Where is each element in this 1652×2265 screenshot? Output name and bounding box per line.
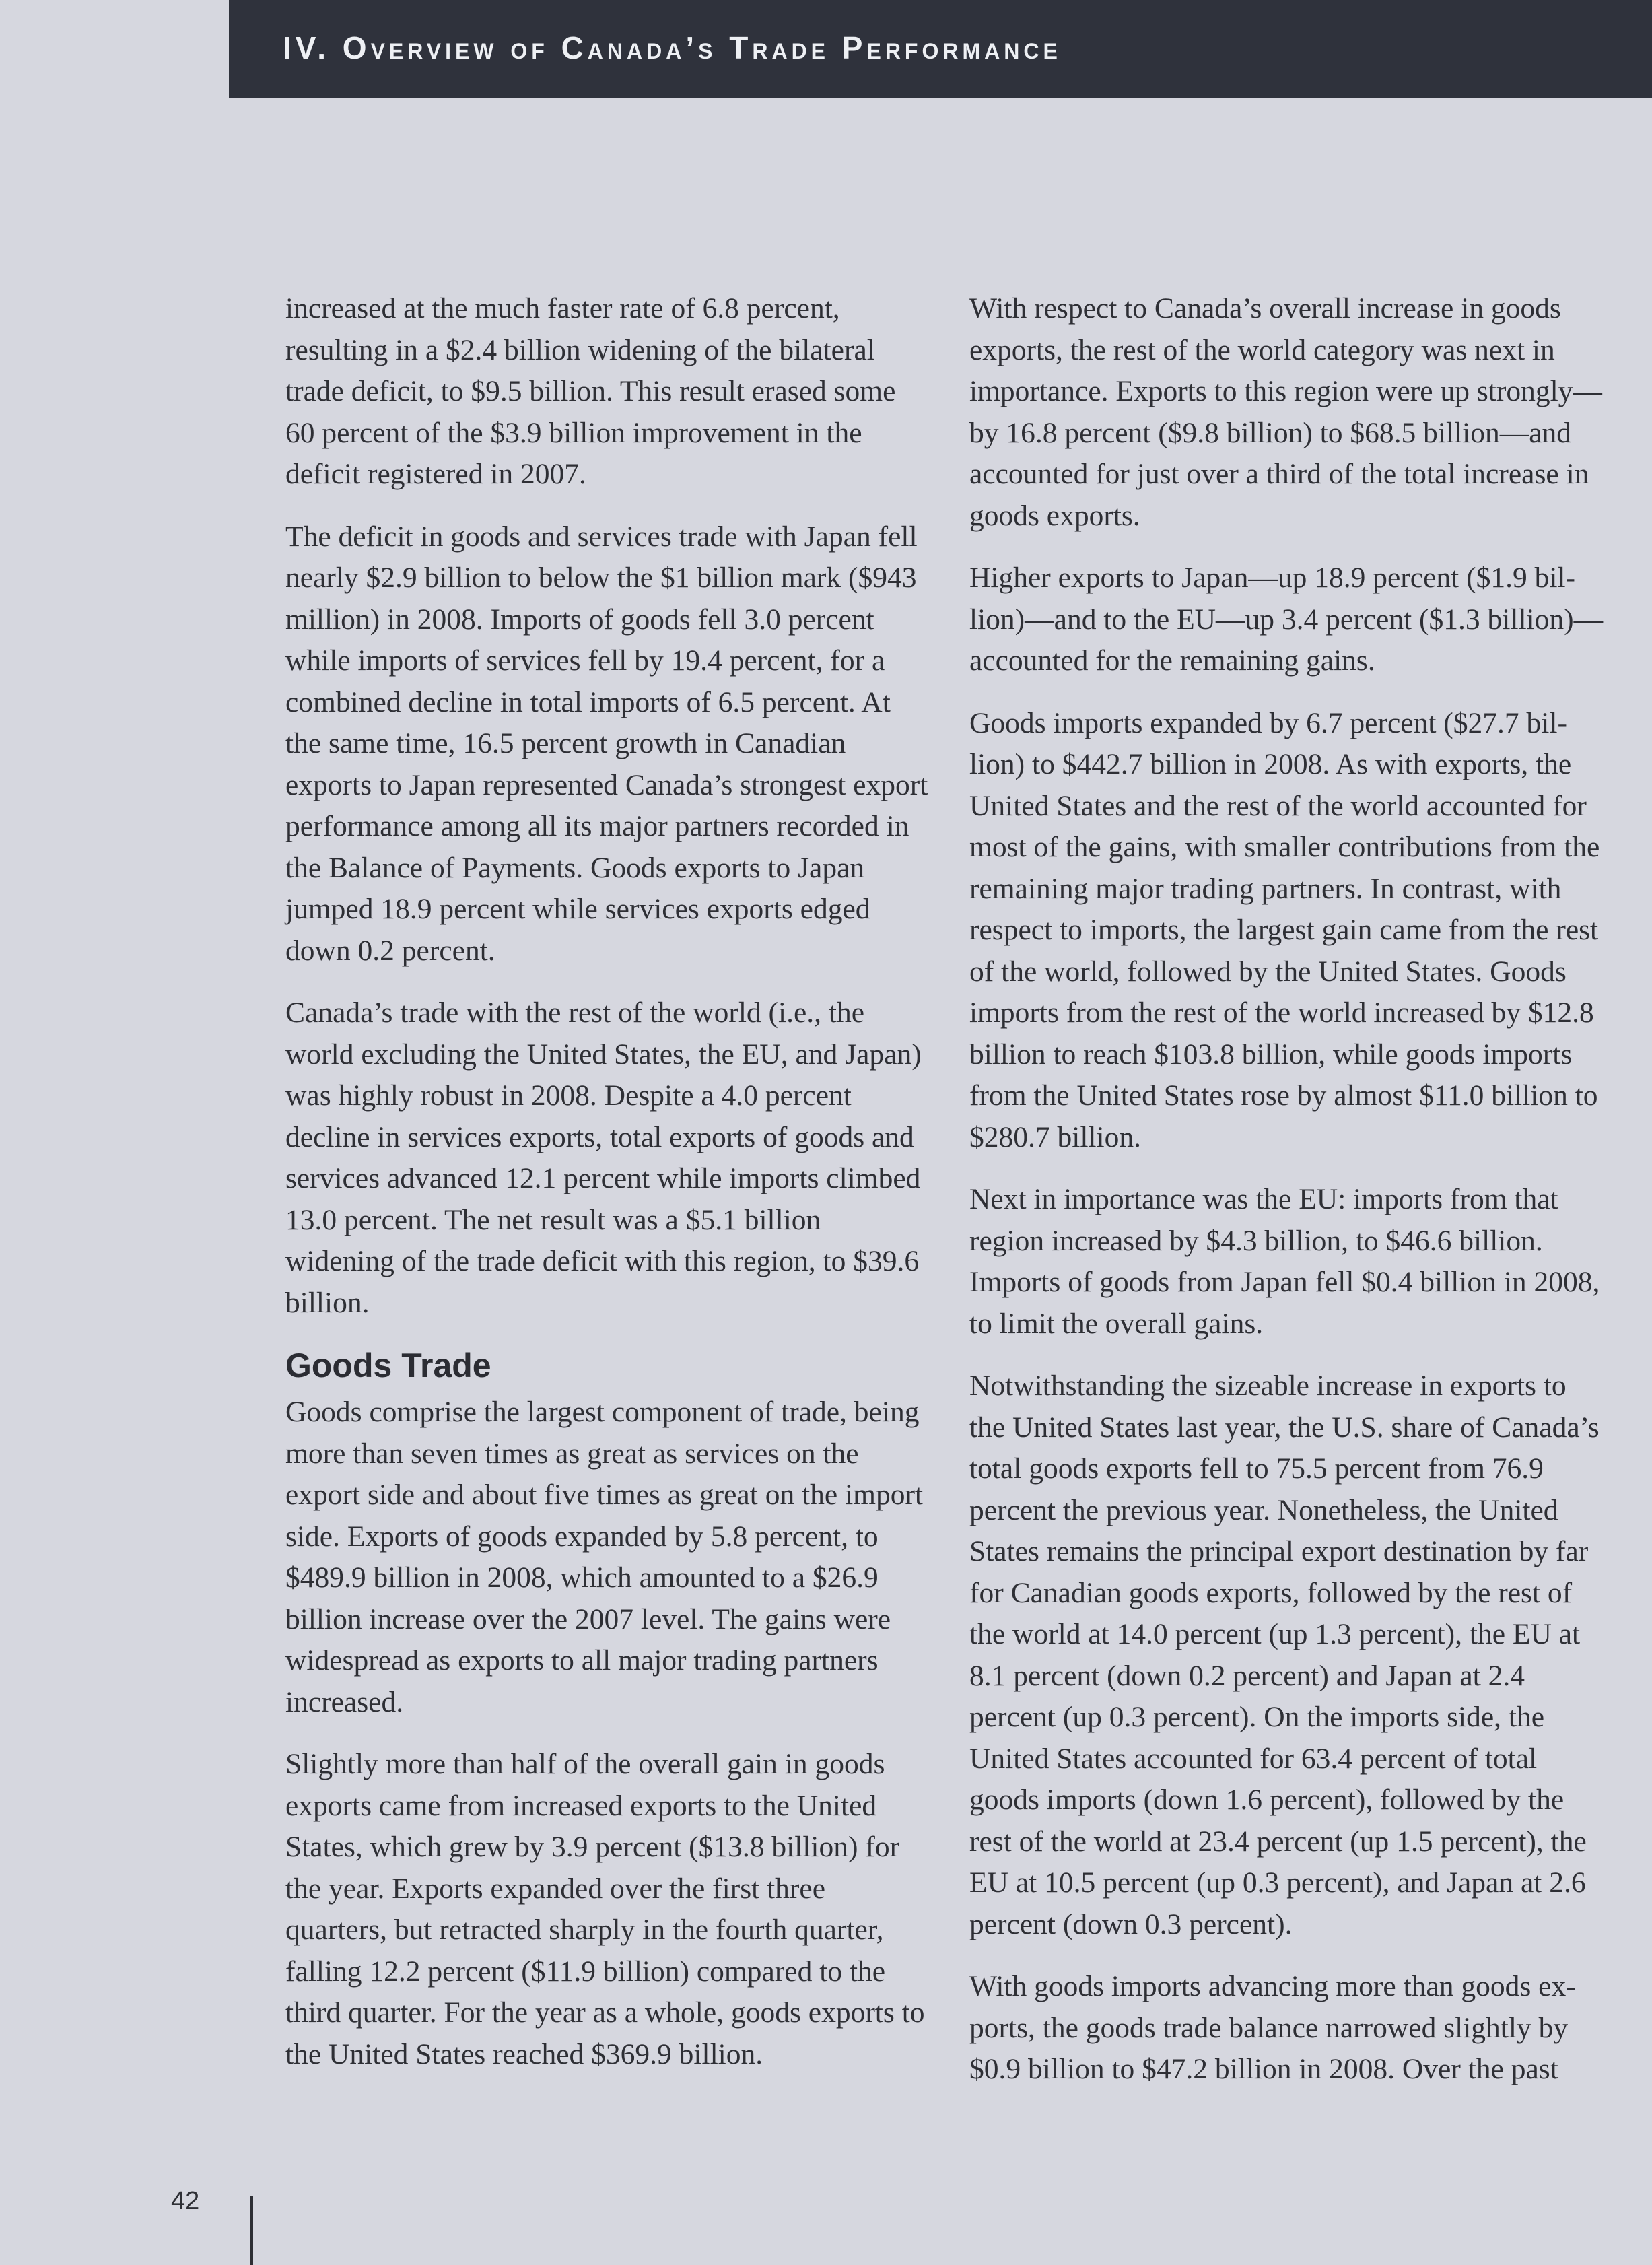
paragraph: With respect to Canada’s overall increase in goods exports, the rest of the world category was next in importance. Exports to this region were up strongly—by 16.8 percent ($9.8 billion) to $68.5 billion—and accounted for just over a third of the total increase in goods exports. — [969, 292, 1602, 532]
paragraph: Higher exports to Japan—up 18.9 percent ($1.9 billion)—and to the EU—up 3.4 percent ($1.3 billion)—accounted for the remaining gains. — [969, 562, 1604, 677]
page-number-divider — [250, 2196, 253, 2265]
paragraph: With goods imports advancing more than goods exports, the goods trade balance narrowed slightly by $0.9 billion to $47.2 billion in 2008. Over the past — [969, 1970, 1576, 2085]
paragraph: The deficit in goods and services trade with Japan fell nearly $2.9 billion to below the $1 billion mark ($943 million) in 2008. Imports of goods fell 3.0 percent while imports of services fell by 19.4 percent, for a combined decline in total imports of 6.5 percent. At the same time, 16.5 percent growth in Canadian exports to Japan represented Canada’s strongest export performance among all its major partners recorded in the Balance of Payments. Goods exports to Japan jumped 18.9 percent while services exports edged down 0.2 percent. — [285, 520, 928, 967]
left-column — [285, 288, 930, 2096]
section-heading-goods-trade: Goods Trade — [285, 1347, 491, 1384]
paragraph: Notwithstanding the sizeable increase in exports to the United States last year, the U.S. share of Canada’s total goods exports fell to 75.5 percent from 76.9 percent the previous year. Nonetheless, the United States remains the principal export destination by far for Canadian goods exports, followed by the rest of the world at 14.0 percent (up 1.3 percent), the EU at 8.1 percent (down 0.2 percent) and Japan at 2.4 percent (up 0.3 percent). On the imports side, the United States accounted for 63.4 percent of total goods imports (down 1.6 percent), followed by the rest of the world at 23.4 percent (up 1.5 percent), the EU at 10.5 percent (up 0.3 percent), and Japan at 2.6 percent (down 0.3 percent). — [969, 1370, 1599, 1940]
paragraph: Canada’s trade with the rest of the world (i.e., the world excluding the United States, the EU, and Japan) was highly robust in 2008. Despite a 4.0 percent decline in services exports, total exports of goods and services advanced 12.1 percent while imports climbed 13.0 percent. The net result was a $5.1 billion widening of the trade deficit with this region, to $39.6 billion. — [285, 996, 922, 1319]
paragraph: Goods comprise the largest component of trade, being more than seven times as great as services on the export side and about five times as great on the import side. Exports of goods expanded by 5.8 percent, to $489.9 billion in 2008, which amounted to a $26.9 billion increase over the 2007 level. The gains were widespread as exports to all major trading partners increased. — [285, 1396, 924, 1718]
paragraph: Goods imports expanded by 6.7 percent ($27.7 billion) to $442.7 billion in 2008. As with exports, the United States and the rest of the world accounted for most of the gains, with smaller contributions from the remaining major trading partners. In contrast, with respect to imports, the largest gain came from the rest of the world, followed by the United States. Goods imports from the rest of the world increased by $12.8 billion to reach $103.8 billion, while goods imports from the United States rose by almost $11.0 billion to $280.7 billion. — [969, 706, 1600, 1153]
page-number: 42 — [171, 2187, 200, 2215]
chapter-title: IV. Overview of Canada’s Trade Performance — [283, 30, 1062, 65]
paragraph: Slightly more than half of the overall gain in goods exports came from increased exports to the United States, which grew by 3.9 percent ($13.8 billion) for the year. Exports expanded over the first three quarters, but retracted sharply in the fourth quarter, falling 12.2 percent ($11.9 billion) compared to the third quarter. For the year as a whole, goods exports to the United States reached $369.9 billion. — [285, 1748, 925, 2070]
paragraph: Next in importance was the EU: imports from that region increased by $4.3 billion, to $46.6 billion. Imports of goods from Japan fell $0.4 billion in 2008, to limit the overall gains. — [969, 1183, 1600, 1340]
right-column — [969, 288, 1609, 2111]
paragraph: increased at the much faster rate of 6.8 percent, resulting in a $2.4 billion widening of the bilateral trade deficit, to $9.5 billion. This result erased some 60 percent of the $3.9 billion improvement in the deficit registered in 2007. — [285, 292, 896, 490]
chapter-header-bar — [229, 0, 1652, 98]
